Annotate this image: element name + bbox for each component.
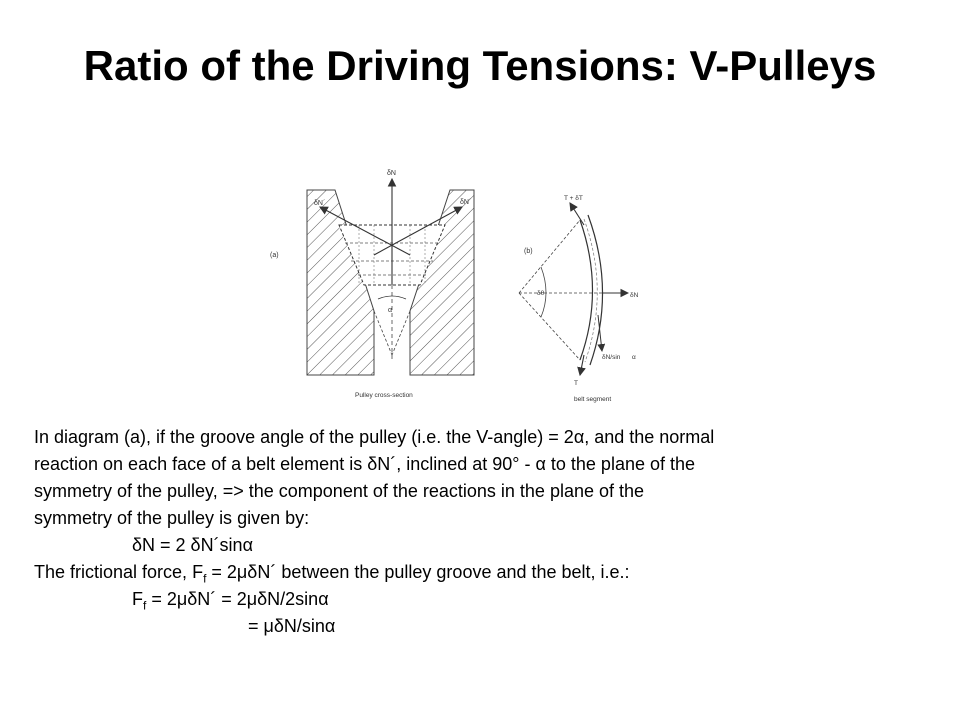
caption-b: belt segment [574,396,612,403]
eq2-subscript: f [143,598,147,613]
pulley-diagram-figure [262,165,662,415]
label-dN-a: δN [387,170,396,177]
equation-3: = μδN/sinα [248,616,336,636]
panel-b-label: (b) [524,248,533,255]
label-T-plus-dT: T + δT [564,195,583,202]
label-dtheta: δθ [537,290,545,297]
friction-subscript: f [203,571,207,586]
para-line-4: symmetry of the pulley is given by: [34,508,310,528]
label-T: T [574,380,578,387]
friction-suffix: = 2μδN´ between the pulley groove and the belt, i.e.: [206,562,630,582]
para-line-2: reaction on each face of a belt element is δN´, inclined at 90° - α to the plane of the [34,454,696,474]
eq2-suffix: = 2μδN´ = 2μδN/2sinα [146,589,329,609]
panel-a [270,170,474,399]
label-dN-sin: δN/sin [602,354,621,361]
label-dN-b: δN [630,292,639,299]
arrow-tension-top [570,203,584,225]
eq2-prefix: F [132,589,143,609]
para-line-1: In diagram (a), if the groove angle of the pulley (i.e. the V-angle) = 2α, and the normal [34,427,715,447]
belt-segment-outer [588,215,603,365]
equation-1: δN = 2 δN´sinα [132,535,253,555]
label-dN-prime-left: δN´ [314,200,326,207]
label-dN-prime-right: δN´ [460,199,472,206]
equation-2 [34,586,934,613]
panel-b [519,195,639,403]
caption-a: Pulley cross-section [355,392,413,399]
friction-line [34,559,934,586]
friction-prefix: The frictional force, F [34,562,204,582]
slide-title: Ratio of the Driving Tensions: V-Pulleys [83,42,877,89]
para-line-3: symmetry of the pulley, => the component of the reactions in the plane of the [34,481,645,501]
label-alpha-b: α [632,354,636,361]
alpha-label-a: α [388,307,393,314]
body-text [34,424,934,640]
panel-a-label: (a) [270,252,279,259]
